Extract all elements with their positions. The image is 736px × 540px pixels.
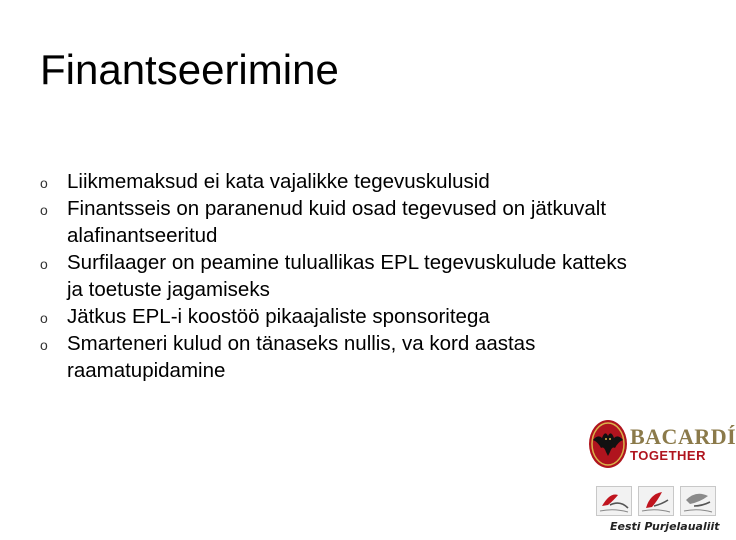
- bullet-text: Smarteneri kulud on tänaseks nullis, va kord aastas raamatupidamine: [67, 332, 536, 382]
- bullet-marker: o: [40, 202, 48, 218]
- epl-wordmark: Eesti Purjelaualiit: [610, 520, 720, 533]
- epl-logo: [596, 486, 718, 538]
- bullet-marker: o: [40, 337, 48, 353]
- windsurfer-icon: [638, 486, 674, 516]
- bullet-list: [40, 168, 640, 384]
- bacardi-wordmark: BACARDÍ: [630, 424, 736, 449]
- bacardi-tagline: TOGETHER: [630, 448, 706, 463]
- list-item: [40, 330, 640, 384]
- list-item: [40, 195, 640, 249]
- bullet-marker: o: [40, 310, 48, 326]
- bacardi-logo: [588, 418, 736, 472]
- windsurfer-icon: [596, 486, 632, 516]
- bullet-text: Jätkus EPL-i koostöö pikaajaliste sponsoritega: [67, 305, 490, 328]
- bullet-marker: o: [40, 256, 48, 272]
- slide-title: Finantseerimine: [40, 46, 339, 93]
- bat-logo-icon: [588, 418, 628, 470]
- list-item: [40, 303, 640, 330]
- windsurfer-icon: [680, 486, 716, 516]
- bullet-text: Finantsseis on paranenud kuid osad tegevused on jätkuvalt alafinantseeritud: [67, 197, 607, 247]
- bullet-text: Liikmemaksud ei kata vajalikke tegevuskulusid: [67, 170, 490, 193]
- bullet-marker: o: [40, 175, 48, 191]
- bullet-text: Surfilaager on peamine tuluallikas EPL tegevuskulude katteks ja toetuste jagamiseks: [67, 251, 627, 301]
- list-item: [40, 249, 640, 303]
- list-item: [40, 168, 640, 195]
